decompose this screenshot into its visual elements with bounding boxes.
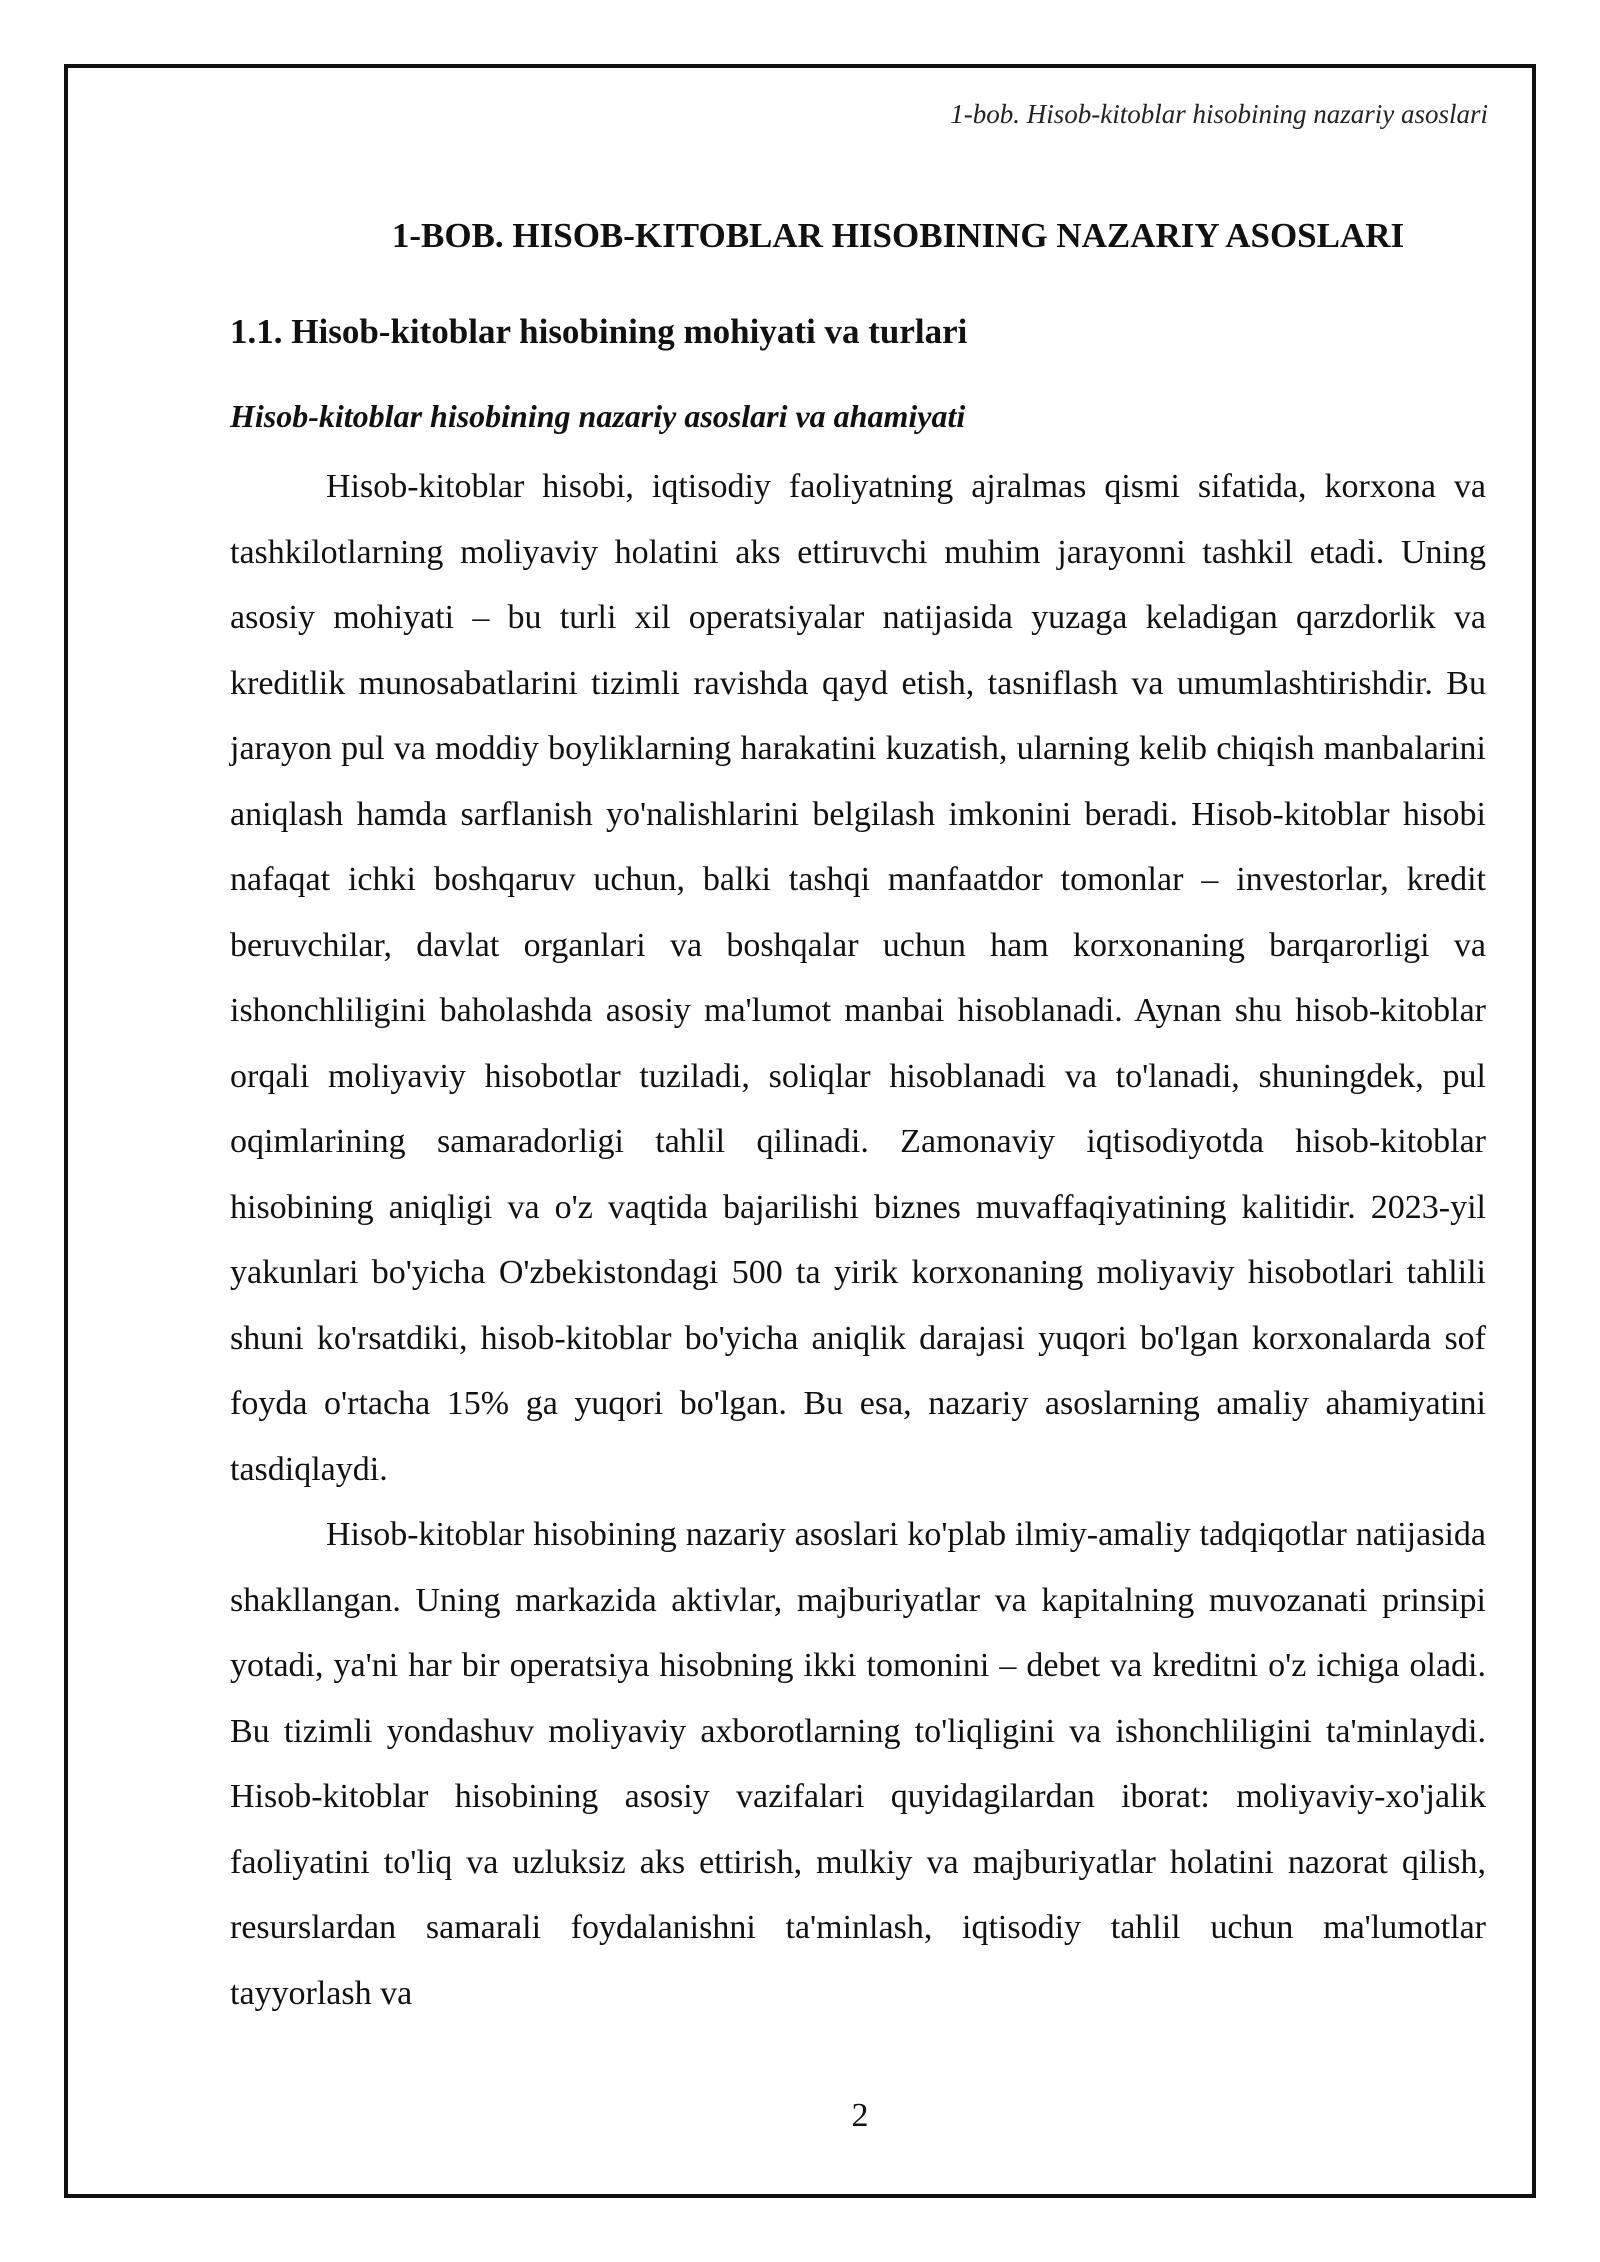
- body-paragraph: Hisob-kitoblar hisobining nazariy asoslari ko'plab ilmiy-amaliy tadqiqotlar natijasida shakllangan. Uning markazida aktivlar, majburiyatlar va kapitalning muvozanati prinsipi yotadi, ya'ni har bir operatsiya hisobning ikki tomonini – debet va kreditni o'z ichiga oladi. Bu tizimli yondashuv moliyaviy axborotlarning to'liqligini va ishonchliligini ta'minlaydi. Hisob-kitoblar hisobining asosiy vazifalari quyidagilardan iborat: moliyaviy-xo'jalik faoliyatini to'liq va uzluksiz aks ettirish, mulkiy va majburiyatlar holatini nazorat qilish, resurslardan samarali foydalanishni ta'minlash, iqtisodiy tahlil uchun ma'lumotlar tayyorlash va: [230, 1516, 1486, 2012]
- body-paragraph: Hisob-kitoblar hisobi, iqtisodiy faoliyatning ajralmas qismi sifatida, korxona va tashkilotlarning moliyaviy holatini aks ettiruvchi muhim jarayonni tashkil etadi. Uning asosiy mohiyati – bu turli xil operatsiyalar natijasida yuzaga keladigan qarzdorlik va kreditlik munosabatlarini tizimli ravishda qayd etish, tasniflash va umumlashtirishdir. Bu jarayon pul va moddiy boyliklarning harakatini kuzatish, ularning kelib chiqish manbalarini aniqlash hamda sarflanish yo'nalishlarini belgilash imkonini beradi. Hisob-kitoblar hisobi nafaqat ichki boshqaruv uchun, balki tashqi manfaatdor tomonlar – investorlar, kredit beruvchilar, davlat organlari va boshqalar uchun ham korxonaning barqarorligi va ishonchliligini baholashda asosiy ma'lumot manbai hisoblanadi. Aynan shu hisob-kitoblar orqali moliyaviy hisobotlar tuziladi, soliqlar hisoblanadi va to'lanadi, shuningdek, pul oqimlarining samaradorligi tahlil qilinadi. Zamonaviy iqtisodiyotda hisob-kitoblar hisobining aniqligi va o'z vaqtida bajarilishi biznes muvaffaqiyatining kalitidir. 2023-yil yakunlari bo'yicha O'zbekistondagi 500 ta yirik korxonaning moliyaviy hisobotlari tahlili shuni ko'rsatdiki, hisob-kitoblar bo'yicha aniqlik darajasi yuqori bo'lgan korxonalarda sof foyda o'rtacha 15% ga yuqori bo'lgan. Bu esa, nazariy asoslarning amaliy ahamiyatini tasdiqlaydi.: [230, 468, 1486, 1488]
- chapter-title: 1-BOB. HISOB-KITOBLAR HISOBINING NAZARIY ASOSLARI: [391, 216, 1405, 255]
- subsection-title: Hisob-kitoblar hisobining nazariy asoslari va ahamiyati: [230, 398, 966, 434]
- running-header: 1-bob. Hisob-kitoblar hisobining nazariy asoslari: [950, 99, 1488, 129]
- page-number: 2: [851, 2097, 869, 2134]
- document-content: [230, 214, 1486, 2026]
- section-title: 1.1. Hisob-kitoblar hisobining mohiyati va turlari: [230, 312, 968, 351]
